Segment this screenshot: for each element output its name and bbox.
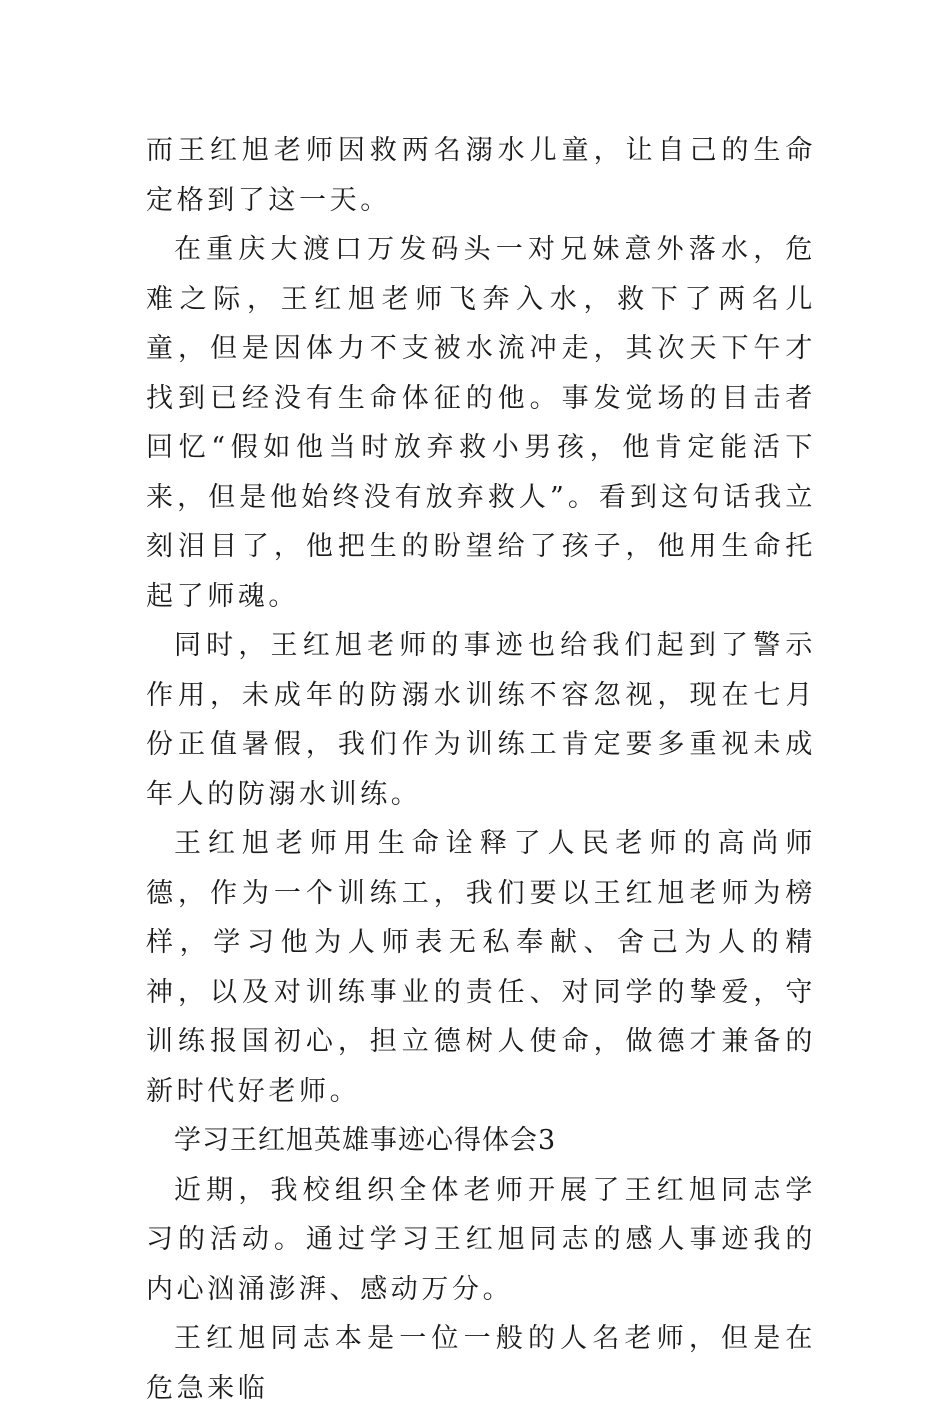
section-heading: 学习王红旭英雄事迹心得体会3: [174, 1125, 557, 1156]
paragraph-rescue-account: 在重庆大渡口万发码头一对兄妹意外落水，危难之际，王红旭老师飞奔入水，救下了两名儿童，但是因体力不支被水流冲走，其次天下午才找到已经没有生命体征的他。事发觉场的目击者回忆“假如他当时放弃救小男孩，他肯定能活下来，但是他始终没有放弃救人”。看到这句话我立刻泪目了，他把生的盼望给了孩子，他用生命托起了师魂。: [146, 234, 816, 612]
paragraph-role-model: 王红旭老师用生命诠释了人民老师的高尚师德，作为一个训练工，我们要以王红旭老师为榜样，学习他为人师表无私奉献、舍己为人的精神，以及对训练事业的责任、对同学的挚爱，守训练报国初心，担立德树人使命，做德才兼备的新时代好老师。: [146, 828, 816, 1107]
document-body: [146, 126, 816, 1413]
paragraph-school-activity: 近期，我校组织全体老师开展了王红旭同志学习的活动。通过学习王红旭同志的感人事迹我的内心汹涌澎湃、感动万分。: [146, 1174, 816, 1305]
paragraph-ordinary-teacher: 王红旭同志本是一位一般的人名老师，但是在危急来临: [146, 1323, 816, 1404]
paragraph-continuation: 而王红旭老师因救两名溺水儿童，让自己的生命定格到了这一天。: [146, 135, 816, 216]
paragraph-warning: 同时，王红旭老师的事迹也给我们起到了警示作用，未成年的防溺水训练不容忽视，现在七月份正值暑假，我们作为训练工肯定要多重视未成年人的防溺水训练。: [146, 630, 816, 810]
